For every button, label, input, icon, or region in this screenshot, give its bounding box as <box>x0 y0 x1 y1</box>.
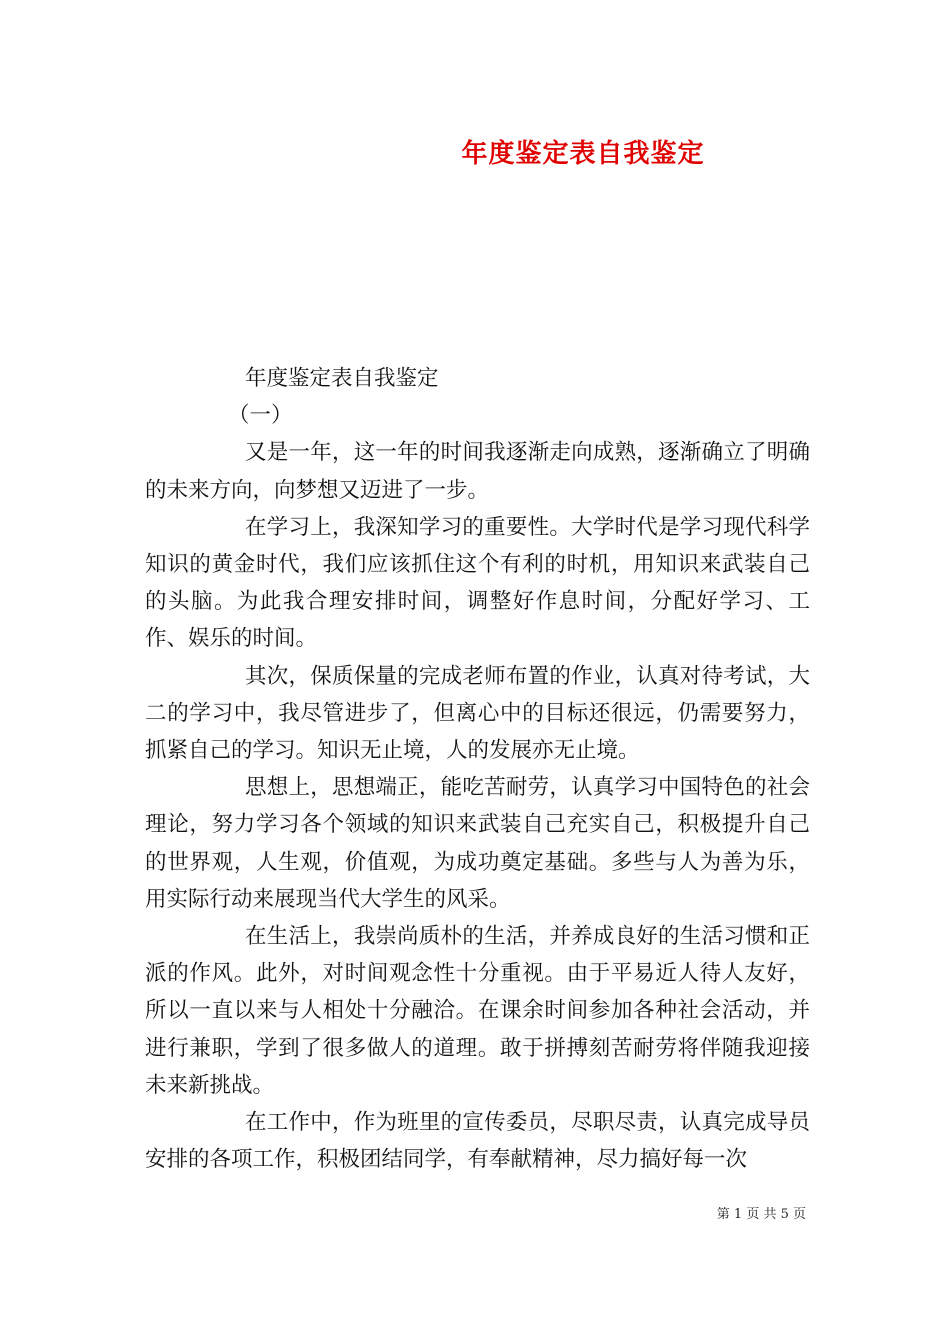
body-heading: 年度鉴定表自我鉴定 <box>245 366 439 391</box>
paragraph: 在学习上，我深知学习的重要性。大学时代是学习现代科学知识的黄金时代，我们应该抓住这个有利的时机，用知识来武装自己的头脑。为此我合理安排时间，调整好作息时间，分配好学习、工作、娱乐的时间。 <box>145 514 810 652</box>
paragraph: 在工作中，作为班里的宣传委员，尽职尽责，认真完成导员安排的各项工作，积极团结同学，有奉献精神，尽力搞好每一次 <box>145 1110 810 1173</box>
body-subheading: （一） <box>228 403 293 429</box>
paragraph: 又是一年，这一年的时间我逐渐走向成熟，逐渐确立了明确的未来方向，向梦想又迈进了一步。 <box>145 440 810 503</box>
paragraph: 思想上，思想端正，能吃苦耐劳，认真学习中国特色的社会理论，努力学习各个领域的知识来武装自己充实自己，积极提升自己的世界观，人生观，价值观，为成功奠定基础。多些与人为善为乐，用实际行动来展现当代大学生的风采。 <box>145 775 810 912</box>
document-body <box>145 360 810 1178</box>
page-number-footer: 第 1 页 共 5 页 <box>716 1207 806 1222</box>
paragraph: 其次，保质保量的完成老师布置的作业，认真对待考试，大二的学习中，我尽管进步了，但离心中的目标还很远，仍需要努力，抓紧自己的学习。知识无止境，人的发展亦无止境。 <box>145 663 810 764</box>
document-title: 年度鉴定表自我鉴定 <box>461 139 705 169</box>
paragraph: 在生活上，我崇尚质朴的生活，并养成良好的生活习惯和正派的作风。此外，对时间观念性十分重视。由于平易近人待人友好，所以一直以来与人相处十分融洽。在课余时间参加各种社会活动，并进行兼职，学到了很多做人的道理。敢于拼搏刻苦耐劳将伴随我迎接未来新挑战。 <box>145 924 810 1098</box>
